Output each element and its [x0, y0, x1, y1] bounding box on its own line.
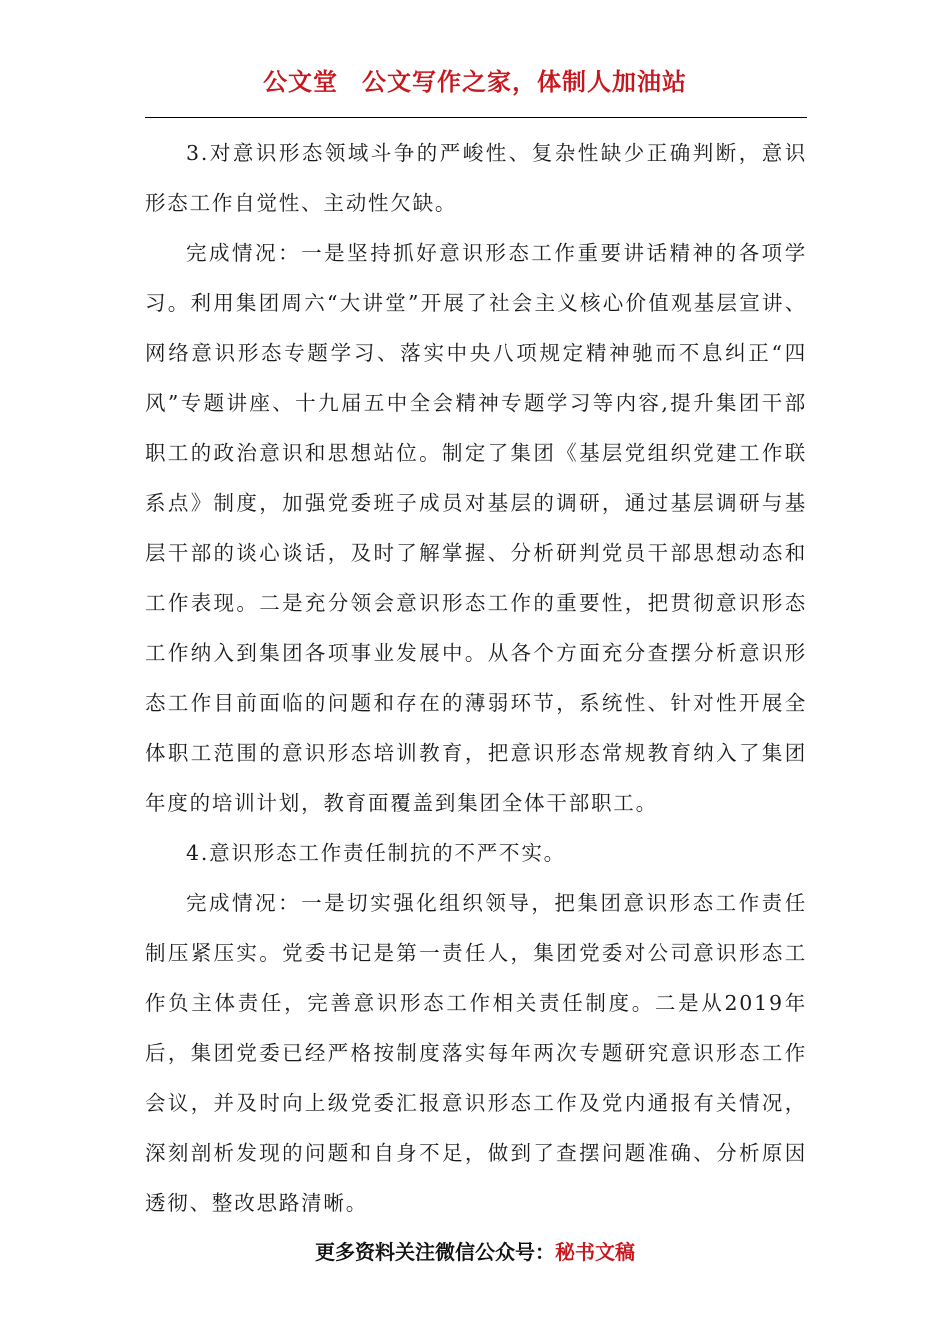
footer-prefix: 更多资料关注微信公众号： [315, 1240, 555, 1264]
footer-account: 秘书文稿 [555, 1240, 635, 1264]
page-header [0, 62, 950, 97]
document-body [145, 128, 807, 1228]
page-footer [0, 1236, 950, 1265]
header-divider [145, 117, 807, 118]
header-brand: 公文堂 [263, 68, 338, 96]
paragraph-completion-3: 完成情况：一是坚持抓好意识形态工作重要讲话精神的各项学习。利用集团周六“大讲堂”开展了社会主义核心价值观基层宣讲、网络意识形态专题学习、落实中央八项规定精神驰而不息纠正“四风”专题讲座、十九届五中全会精神专题学习等内容,提升集团干部职工的政治意识和思想站位。制定了集团《基层党组织党建工作联系点》制度，加强党委班子成员对基层的调研，通过基层调研与基层干部的谈心谈话，及时了解掌握、分析研判党员干部思想动态和工作表现。二是充分领会意识形态工作的重要性，把贯彻意识形态工作纳入到集团各项事业发展中。从各个方面充分查摆分析意识形态工作目前面临的问题和存在的薄弱环节，系统性、针对性开展全体职工范围的意识形态培训教育，把意识形态常规教育纳入了集团年度的培训计划，教育面覆盖到集团全体干部职工。 [145, 241, 807, 815]
paragraph-item-3: 3.对意识形态领域斗争的严峻性、复杂性缺少正确判断，意识形态工作自觉性、主动性欠缺。 [145, 141, 807, 215]
header-slogan: 公文写作之家，体制人加油站 [362, 68, 687, 96]
paragraph-completion-4: 完成情况：一是切实强化组织领导，把集团意识形态工作责任制压紧压实。党委书记是第一责任人，集团党委对公司意识形态工作负主体责任，完善意识形态工作相关责任制度。二是从2019年后，集团党委已经严格按制度落实每年两次专题研究意识形态工作会议，并及时向上级党委汇报意识形态工作及党内通报有关情况，深刻剖析发现的问题和自身不足，做到了查摆问题准确、分析原因透彻、整改思路清晰。 [145, 891, 807, 1215]
paragraph-item-4: 4.意识形态工作责任制抗的不严不实。 [186, 841, 566, 865]
